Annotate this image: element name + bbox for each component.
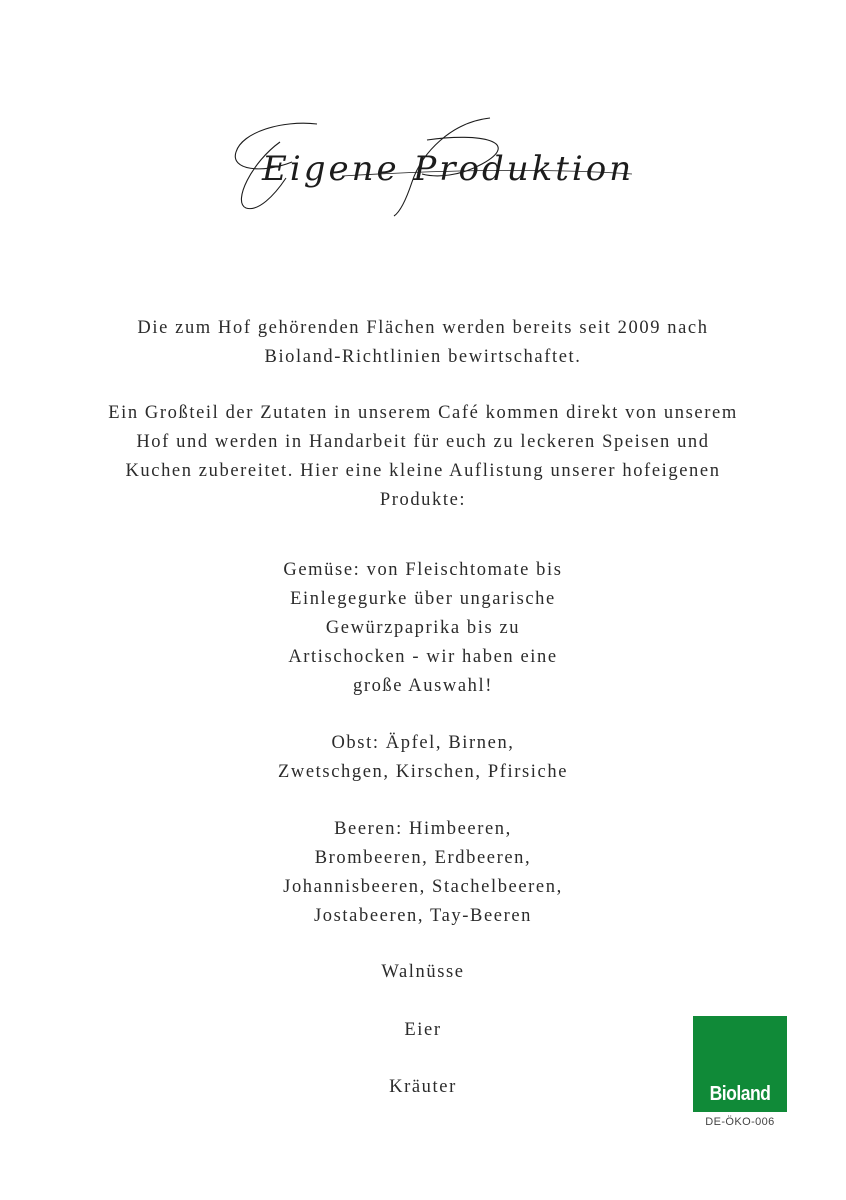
bioland-logo-text: Bioland bbox=[709, 1083, 771, 1105]
page-title bbox=[222, 112, 642, 222]
product-item-beeren: Beeren: Himbeeren, Brombeeren, Erdbeeren, Johannisbeeren, Stachelbeeren, Jostabeeren, Tay-Beeren bbox=[283, 819, 563, 926]
intro-paragraph-1: Die zum Hof gehörenden Flächen werden bereits seit 2009 nach Bioland-Richtlinien bewirtschaftet. bbox=[137, 318, 709, 367]
title-script bbox=[222, 112, 642, 222]
product-item-walnuesse: Walnüsse bbox=[381, 962, 465, 982]
certification-code: DE-ÖKO-006 bbox=[705, 1116, 775, 1128]
product-item-kraeuter: Kräuter bbox=[389, 1077, 457, 1097]
title-text: Eigene Produktion bbox=[262, 149, 635, 189]
intro-paragraph-2: Ein Großteil der Zutaten in unserem Café kommen direkt von unserem Hof und werden in Handarbeit für euch zu leckeren Speisen und Kuchen zubereitet. Hier eine kleine Auflistung unserer hofeigenen Produkte: bbox=[108, 403, 738, 510]
bioland-logo bbox=[693, 1016, 787, 1112]
product-item-gemuese: Gemüse: von Fleischtomate bis Einlegegurke über ungarische Gewürzpaprika bis zu Artischocken - wir haben eine große Auswahl! bbox=[283, 560, 563, 696]
product-item-eier: Eier bbox=[404, 1020, 442, 1040]
product-item-obst: Obst: Äpfel, Birnen, Zwetschgen, Kirschen, Pfirsiche bbox=[277, 733, 569, 782]
